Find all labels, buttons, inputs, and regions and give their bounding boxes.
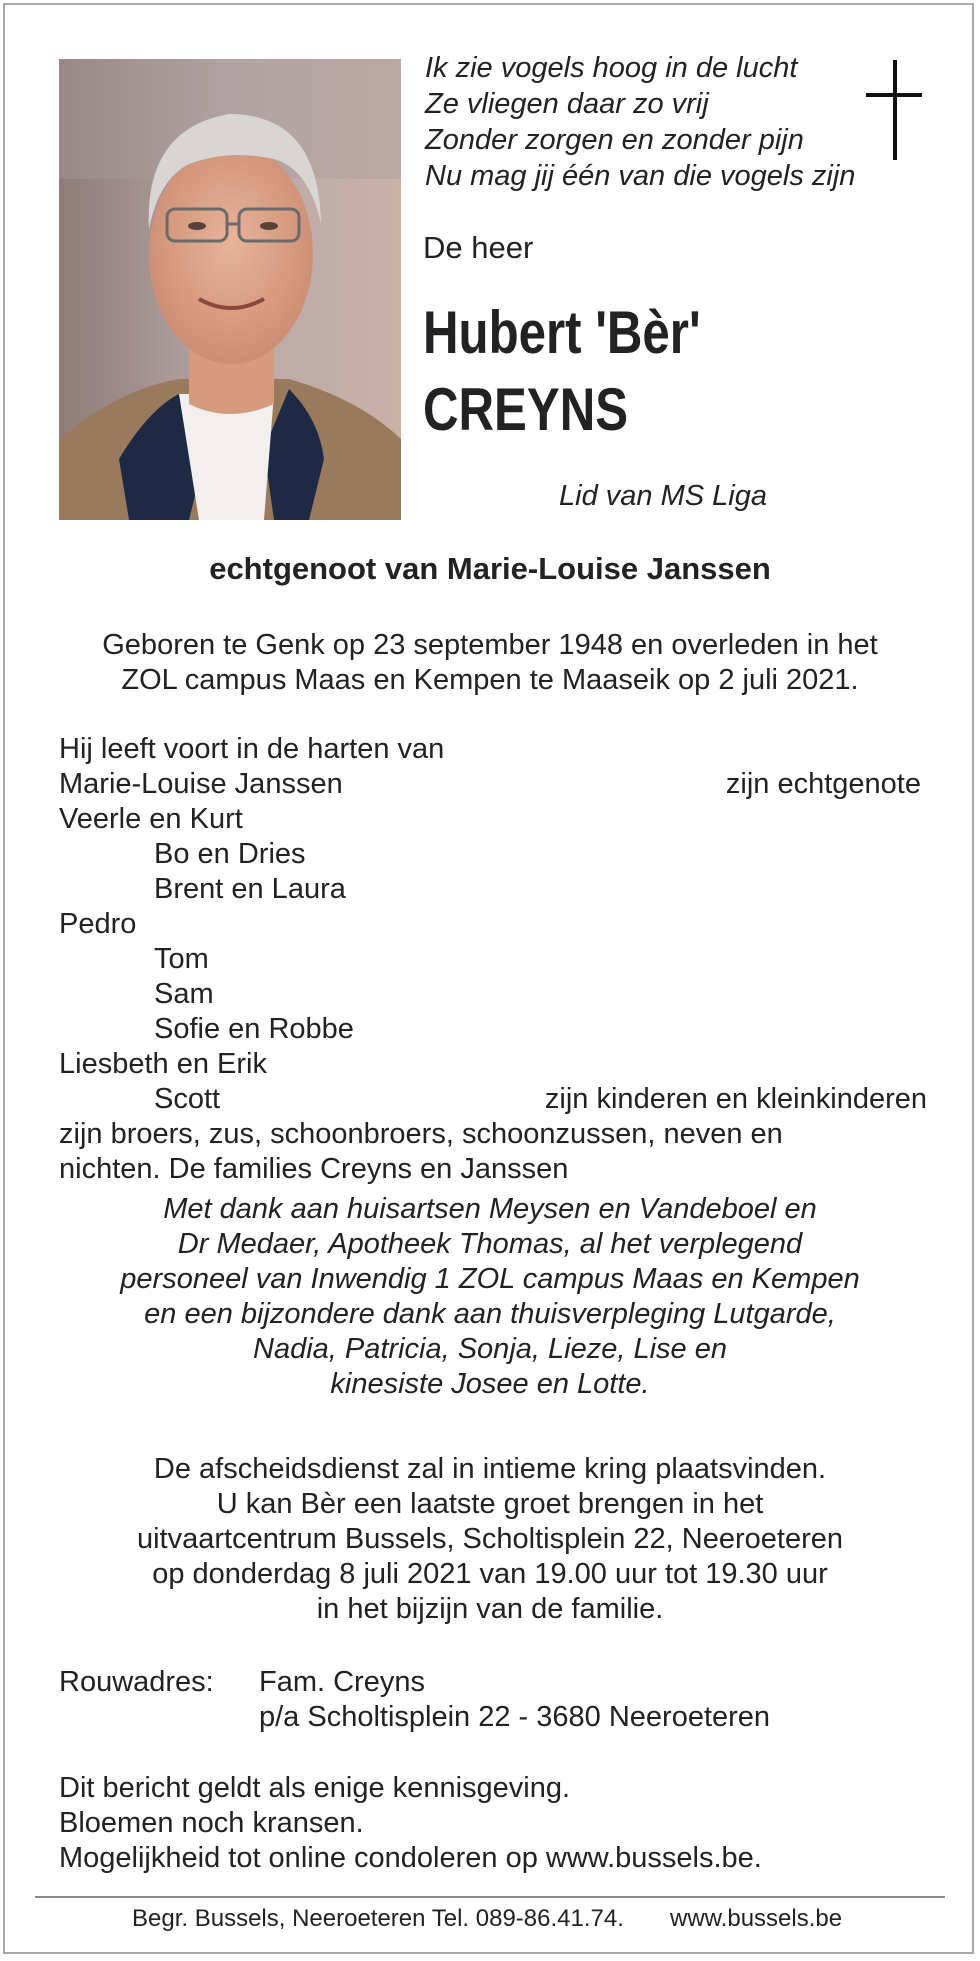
address-label: Rouwadres: (59, 1666, 214, 1698)
poem-line: Zonder zorgen en zonder pijn (425, 124, 804, 156)
list-item (59, 767, 921, 802)
notice-line: Bloemen noch kransen. (59, 1807, 364, 1839)
list-item: Sam (154, 978, 214, 1010)
thanks-line: Dr Medaer, Apotheek Thomas, al het verplegend (177, 1228, 803, 1260)
footer-divider (35, 1896, 945, 1898)
notice-line: Dit bericht geldt als enige kennisgeving. (59, 1772, 571, 1804)
cross-icon (866, 60, 926, 160)
list-item: Bo en Dries (154, 838, 306, 870)
notice-line: Mogelijkheid tot online condoleren op www.bussels.be. (59, 1842, 762, 1874)
service-line: U kan Bèr een laatste groet brengen in het (216, 1488, 764, 1520)
affiliation: Lid van MS Liga (559, 480, 767, 512)
poem-line: Ze vliegen daar zo vrij (425, 88, 709, 120)
notice-text (59, 1771, 762, 1876)
list-item: Liesbeth en Erik (59, 1048, 267, 1080)
service-line: in het bijzijn van de familie. (316, 1593, 664, 1625)
list-item: Veerle en Kurt (59, 803, 243, 835)
family-list (59, 732, 927, 1187)
thanks-line: kinesiste Josee en Lotte. (330, 1368, 650, 1400)
service-line: op donderdag 8 juli 2021 van 19.00 uur tot 19.30 uur (152, 1558, 828, 1590)
poem (425, 50, 855, 194)
spouse-role: zijn echtgenote (725, 768, 921, 800)
birth-death-line: Geboren te Genk op 23 september 1948 en overleden in het (102, 629, 878, 661)
list-item: Sofie en Robbe (154, 1013, 354, 1045)
list-item (59, 1082, 927, 1117)
list-item: Pedro (59, 908, 137, 940)
list-item: Brent en Laura (154, 873, 346, 905)
address-line: Fam. Creyns (259, 1666, 425, 1698)
birth-death-line: ZOL campus Maas en Kempen te Maaseik op 2 juli 2021. (121, 664, 859, 696)
honorific: De heer (423, 230, 534, 265)
service-line: uitvaartcentrum Bussels, Scholtisplein 22, Neeroeteren (136, 1523, 844, 1555)
poem-line: Nu mag jij één van die vogels zijn (425, 160, 856, 192)
birth-death-text (0, 628, 980, 698)
grandchild-name: Scott (154, 1083, 221, 1115)
spouse-line: echtgenoot van Marie-Louise Janssen (209, 551, 771, 586)
service-text (0, 1452, 980, 1627)
poem-line: Ik zie vogels hoog in de lucht (425, 52, 798, 84)
thanks-line: Met dank aan huisartsen Meysen en Vandeboel en (163, 1193, 817, 1225)
children-role: zijn kinderen en kleinkinderen (544, 1083, 927, 1115)
thanks-line: personeel van Inwendig 1 ZOL campus Maas en Kempen (120, 1263, 860, 1295)
portrait-photo (59, 59, 401, 520)
deceased-name-first: Hubert 'Bèr' (423, 299, 701, 366)
service-line: De afscheidsdienst zal in intieme kring plaatsvinden. (153, 1453, 827, 1485)
thanks-line: en een bijzondere dank aan thuisverpleging Lutgarde, (144, 1298, 836, 1330)
deceased-name-last: CREYNS (423, 376, 629, 443)
list-item: nichten. De families Creyns en Janssen (59, 1153, 569, 1185)
undertaker-info: Begr. Bussels, Neeroeteren Tel. 089-86.41.74. (132, 1905, 624, 1932)
list-item: Tom (154, 943, 209, 975)
thanks-line: Nadia, Patricia, Sonja, Lieze, Lise en (253, 1333, 727, 1365)
family-intro: Hij leeft voort in de harten van (59, 733, 445, 765)
thanks-text (0, 1192, 980, 1402)
spouse-name: Marie-Louise Janssen (59, 768, 343, 800)
list-item: zijn broers, zus, schoonbroers, schoonzussen, neven en (59, 1118, 783, 1150)
undertaker-website: www.bussels.be (670, 1905, 843, 1932)
address-line: p/a Scholtisplein 22 - 3680 Neeroeteren (259, 1701, 771, 1733)
